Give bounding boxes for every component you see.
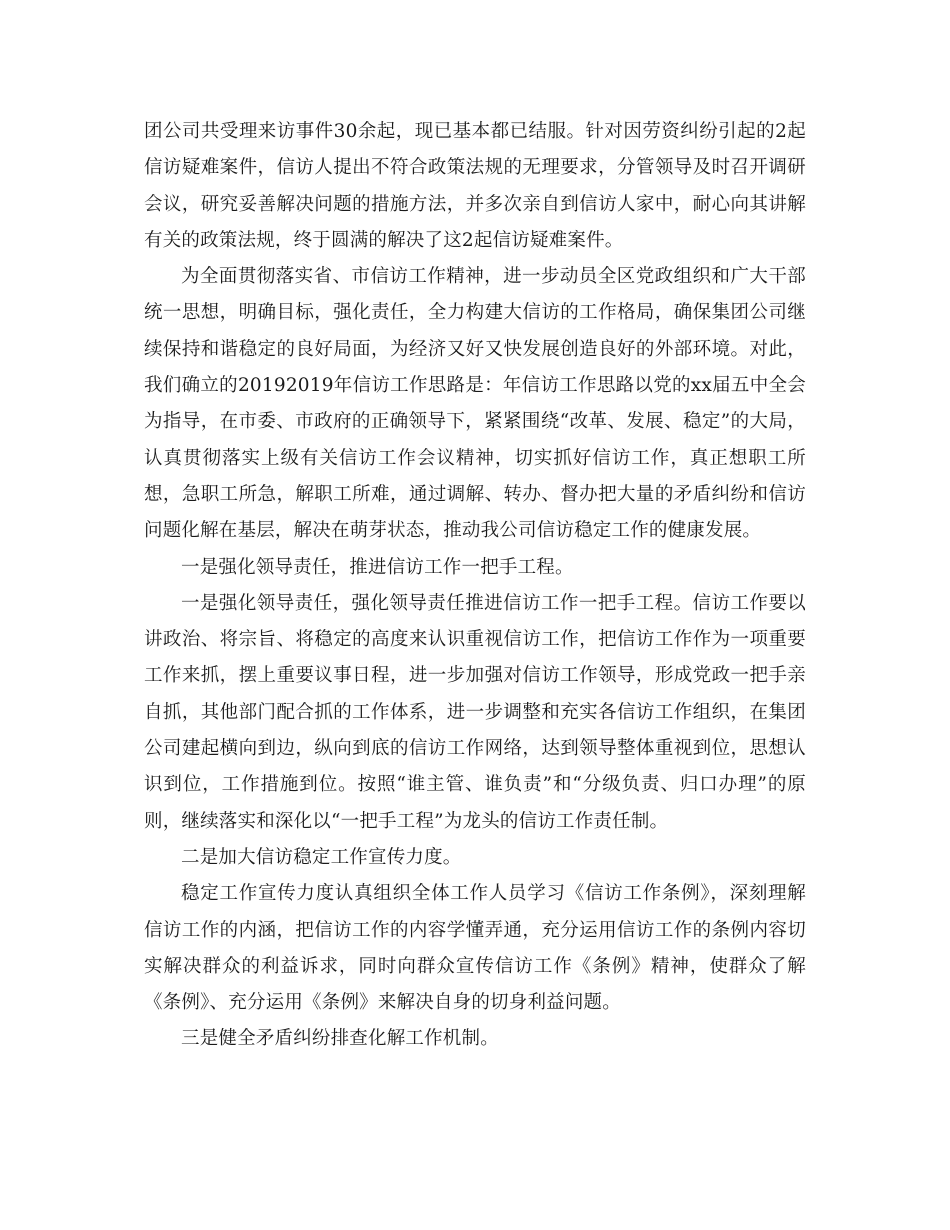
- document-body: [144, 114, 806, 1058]
- paragraph-2: 为全面贯彻落实省、市信访工作精神，进一步动员全区党政组织和广大干部统一思想，明确目标，强化责任，全力构建大信访的工作格局，确保集团公司继续保持和谐稳定的良好局面，为经济又好又快发展创造良好的外部环境。对此，我们确立的20192019年信访工作思路是：年信访工作思路以党的xx届五中全会为指导，在市委、市政府的正确领导下，紧紧围绕“改革、发展、稳定”的大局，认真贯彻落实上级有关信访工作会议精神，切实抓好信访工作，真正想职工所想，急职工所急，解职工所难，通过调解、转办、督办把大量的矛盾纠纷和信访问题化解在基层，解决在萌芽状态，推动我公司信访稳定工作的健康发展。: [144, 266, 806, 542]
- paragraph-6: 稳定工作宣传力度认真组织全体工作人员学习《信访工作条例》，深刻理解信访工作的内涵，把信访工作的内容学懂弄通，充分运用信访工作的条例内容切实解决群众的利益诉求，同时向群众宣传信访工作《条例》精神，使群众了解《条例》、充分运用《条例》来解决自身的切身利益问题。: [144, 883, 806, 1014]
- paragraph-4: 一是强化领导责任，强化领导责任推进信访工作一把手工程。信访工作要以讲政治、将宗旨、将稳定的高度来认识重视信访工作，把信访工作作为一项重要工作来抓，摆上重要议事日程，进一步加强对信访工作领导，形成党政一把手亲自抓，其他部门配合抓的工作体系，进一步调整和充实各信访工作组织，在集团公司建起横向到边，纵向到底的信访工作网络，达到领导整体重视到位，思想认识到位，工作措施到位。按照“谁主管、谁负责”和“分级负责、归口办理”的原则，继续落实和深化以“一把手工程”为龙头的信访工作责任制。: [144, 592, 806, 832]
- paragraph-7-heading: 三是健全矛盾纠纷排查化解工作机制。: [181, 1028, 499, 1050]
- paragraph-1: 团公司共受理来访事件30余起，现已基本都已结服。针对因劳资纠纷引起的2起信访疑难案件，信访人提出不符合政策法规的无理要求，分管领导及时召开调研会议，研究妥善解决问题的措施方法，并多次亲自到信访人家中，耐心向其讲解有关的政策法规，终于圆满的解决了这2起信访疑难案件。: [144, 121, 806, 251]
- paragraph-3-heading: 一是强化领导责任，推进信访工作一把手工程。: [181, 556, 574, 578]
- paragraph-5-heading: 二是加大信访稳定工作宣传力度。: [181, 846, 462, 868]
